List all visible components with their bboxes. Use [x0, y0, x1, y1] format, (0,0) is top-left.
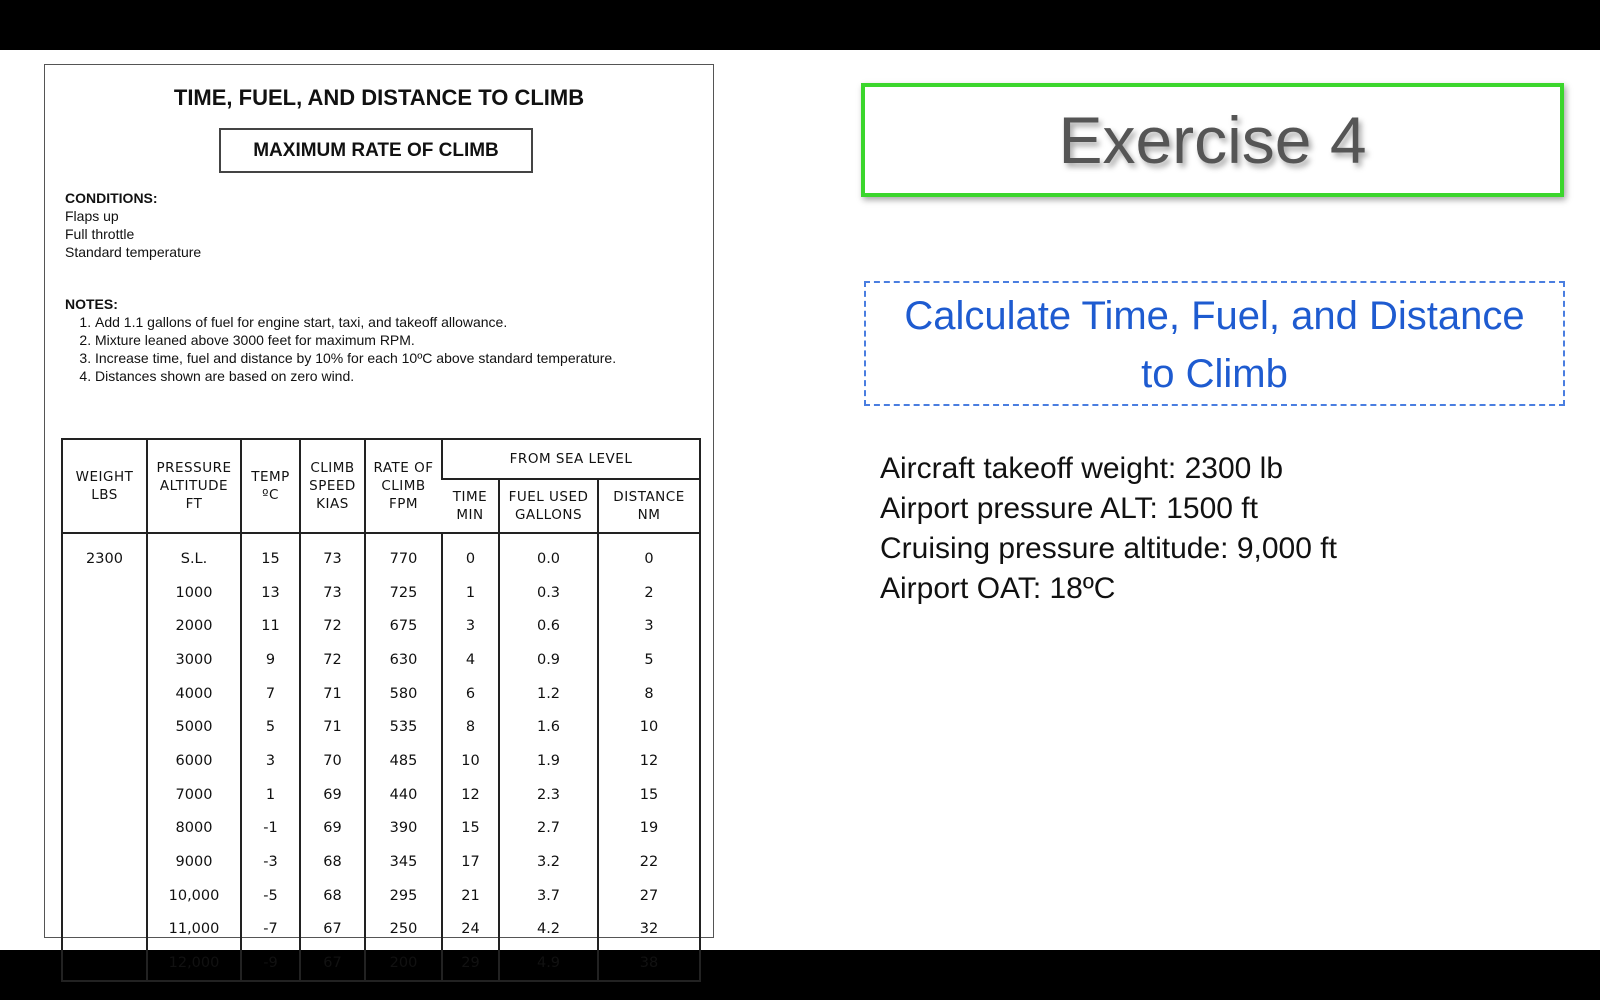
table-row — [63, 576, 699, 610]
table-cell: 9 — [241, 643, 300, 677]
weight-cell — [63, 778, 147, 812]
header-pressure-altitude: PRESSURE ALTITUDE FT — [147, 440, 241, 533]
table-cell: 73 — [300, 576, 365, 610]
table-cell: 11 — [241, 609, 300, 643]
table-cell: 630 — [365, 643, 442, 677]
table-row — [63, 946, 699, 980]
table-cell: 295 — [365, 879, 442, 913]
given-item: Cruising pressure altitude: 9,000 ft — [880, 532, 1337, 565]
table-cell: -3 — [241, 845, 300, 879]
table-cell: 0 — [442, 533, 499, 576]
table-cell: 13 — [241, 576, 300, 610]
table-cell: 3.2 — [499, 845, 598, 879]
table-cell: 69 — [300, 812, 365, 846]
header-from-sea-level: FROM SEA LEVEL — [442, 440, 699, 479]
header-time: TIME MIN — [442, 479, 499, 533]
table-cell: -9 — [241, 946, 300, 980]
table-cell: 6000 — [147, 744, 241, 778]
given-item: Airport pressure ALT: 1500 ft — [880, 492, 1258, 525]
table-row — [63, 845, 699, 879]
notes-heading: NOTES: — [65, 296, 118, 312]
table-cell: 12 — [598, 744, 699, 778]
table-cell: -1 — [241, 812, 300, 846]
table-cell: 72 — [300, 609, 365, 643]
weight-cell — [63, 913, 147, 947]
table-cell: 1.6 — [499, 710, 598, 744]
table-cell: 250 — [365, 913, 442, 947]
table-cell: 770 — [365, 533, 442, 576]
chart-title: TIME, FUEL, AND DISTANCE TO CLIMB — [173, 85, 585, 110]
table-cell: 675 — [365, 609, 442, 643]
table-cell: 27 — [598, 879, 699, 913]
table-cell: 3 — [442, 609, 499, 643]
table-cell: 2 — [598, 576, 699, 610]
table-cell: 6 — [442, 677, 499, 711]
given-item: Airport OAT: 18ºC — [880, 572, 1116, 605]
table-cell: 440 — [365, 778, 442, 812]
weight-cell — [63, 710, 147, 744]
table-cell: 0 — [598, 533, 699, 576]
givens-list — [880, 449, 1337, 609]
exercise-title: Exercise 4 — [1058, 103, 1367, 177]
header-climb-speed: CLIMB SPEED KIAS — [300, 440, 365, 533]
table-cell: 485 — [365, 744, 442, 778]
table-cell: 3 — [598, 609, 699, 643]
climb-performance-chart — [44, 64, 714, 972]
condition-item: Standard temperature — [65, 244, 202, 260]
table-cell: 535 — [365, 710, 442, 744]
slide — [0, 50, 1600, 972]
table-cell: 1 — [241, 778, 300, 812]
table-cell: 7000 — [147, 778, 241, 812]
table-cell: 4 — [442, 643, 499, 677]
table-cell: 580 — [365, 677, 442, 711]
table-row — [63, 913, 699, 947]
weight-cell — [63, 845, 147, 879]
weight-cell — [63, 879, 147, 913]
table-cell: 71 — [300, 710, 365, 744]
table-cell: 10 — [442, 744, 499, 778]
table-cell: -7 — [241, 913, 300, 947]
table-cell: 1.2 — [499, 677, 598, 711]
condition-item: Flaps up — [65, 208, 119, 224]
table-cell: 24 — [442, 913, 499, 947]
table-cell: 0.6 — [499, 609, 598, 643]
header-fuel-used: FUEL USED GALLONS — [499, 479, 598, 533]
table-cell: 3 — [241, 744, 300, 778]
header-temp: TEMP ºC — [241, 440, 300, 533]
table-cell: 1 — [442, 576, 499, 610]
note-item: 2. Mixture leaned above 3000 feet for maximum RPM. — [95, 331, 616, 349]
table-cell: 2.7 — [499, 812, 598, 846]
table-cell: 0.3 — [499, 576, 598, 610]
table-cell: 7 — [241, 677, 300, 711]
condition-item: Full throttle — [65, 226, 135, 242]
task-line: to Climb — [1141, 352, 1288, 396]
header-rate-of-climb: RATE OF CLIMB FPM — [365, 440, 442, 533]
weight-cell — [63, 744, 147, 778]
table-cell: 200 — [365, 946, 442, 980]
table-cell: 15 — [241, 533, 300, 576]
table-cell: 22 — [598, 845, 699, 879]
table-cell: 32 — [598, 913, 699, 947]
conditions-block — [65, 189, 201, 261]
table-cell: 10,000 — [147, 879, 241, 913]
note-item: 1. Add 1.1 gallons of fuel for engine start, taxi, and takeoff allowance. — [95, 313, 616, 331]
notes-block — [65, 295, 616, 385]
table-cell: -5 — [241, 879, 300, 913]
table-cell: 2.3 — [499, 778, 598, 812]
table-row — [63, 778, 699, 812]
table-row — [63, 533, 699, 576]
notes-list — [65, 313, 616, 385]
table-cell: 9000 — [147, 845, 241, 879]
chart-subtitle: MAXIMUM RATE OF CLIMB — [219, 128, 533, 173]
table-cell: 15 — [598, 778, 699, 812]
table-cell: 72 — [300, 643, 365, 677]
weight-cell — [63, 609, 147, 643]
weight-cell — [63, 812, 147, 846]
given-item: Aircraft takeoff weight: 2300 lb — [880, 452, 1284, 485]
table-cell: 345 — [365, 845, 442, 879]
climb-table — [61, 438, 701, 982]
header-distance: DISTANCE NM — [598, 479, 699, 533]
table-cell: 5 — [241, 710, 300, 744]
task-line: Calculate Time, Fuel, and Distance — [904, 294, 1525, 338]
table-row — [63, 710, 699, 744]
conditions-heading: CONDITIONS: — [65, 190, 158, 206]
table-cell: 38 — [598, 946, 699, 980]
table-cell: 4000 — [147, 677, 241, 711]
table-cell: 725 — [365, 576, 442, 610]
weight-cell: 2300 — [86, 550, 123, 567]
table-cell: 12,000 — [147, 946, 241, 980]
note-item: 3. Increase time, fuel and distance by 10% for each 10ºC above standard temperature. — [95, 349, 616, 367]
table-cell: 4.2 — [499, 913, 598, 947]
table-cell: 19 — [598, 812, 699, 846]
table-cell: 29 — [442, 946, 499, 980]
table-cell: 1000 — [147, 576, 241, 610]
table-cell: 17 — [442, 845, 499, 879]
weight-cell — [63, 576, 147, 610]
table-cell: 4.9 — [499, 946, 598, 980]
table-cell: 70 — [300, 744, 365, 778]
table-cell: 5 — [598, 643, 699, 677]
table-cell: S.L. — [147, 533, 241, 576]
table-row — [63, 643, 699, 677]
table-cell: 3000 — [147, 643, 241, 677]
table-cell: 8000 — [147, 812, 241, 846]
weight-cell — [63, 946, 147, 980]
table-row — [63, 812, 699, 846]
table-row — [63, 879, 699, 913]
table-cell: 10 — [598, 710, 699, 744]
table-cell: 0.9 — [499, 643, 598, 677]
table-row — [63, 609, 699, 643]
table-cell: 3.7 — [499, 879, 598, 913]
table-row — [63, 744, 699, 778]
table-cell: 0.0 — [499, 533, 598, 576]
table-cell: 12 — [442, 778, 499, 812]
header-weight: WEIGHT LBS — [63, 440, 147, 533]
weight-cell — [63, 643, 147, 677]
exercise-title-box — [861, 83, 1564, 197]
table-cell: 68 — [300, 845, 365, 879]
table-row — [63, 677, 699, 711]
table-cell: 8 — [598, 677, 699, 711]
table-cell: 390 — [365, 812, 442, 846]
table-cell: 15 — [442, 812, 499, 846]
table-cell: 11,000 — [147, 913, 241, 947]
table-cell: 2000 — [147, 609, 241, 643]
table-cell: 71 — [300, 677, 365, 711]
weight-cell — [63, 677, 147, 711]
table-cell: 73 — [300, 533, 365, 576]
table-cell: 67 — [300, 913, 365, 947]
table-cell: 8 — [442, 710, 499, 744]
table-cell: 69 — [300, 778, 365, 812]
table-cell: 67 — [300, 946, 365, 980]
table-cell: 1.9 — [499, 744, 598, 778]
task-box — [864, 281, 1565, 406]
note-item: 4. Distances shown are based on zero wind. — [95, 367, 616, 385]
table-cell: 21 — [442, 879, 499, 913]
table-cell: 5000 — [147, 710, 241, 744]
table-cell: 68 — [300, 879, 365, 913]
